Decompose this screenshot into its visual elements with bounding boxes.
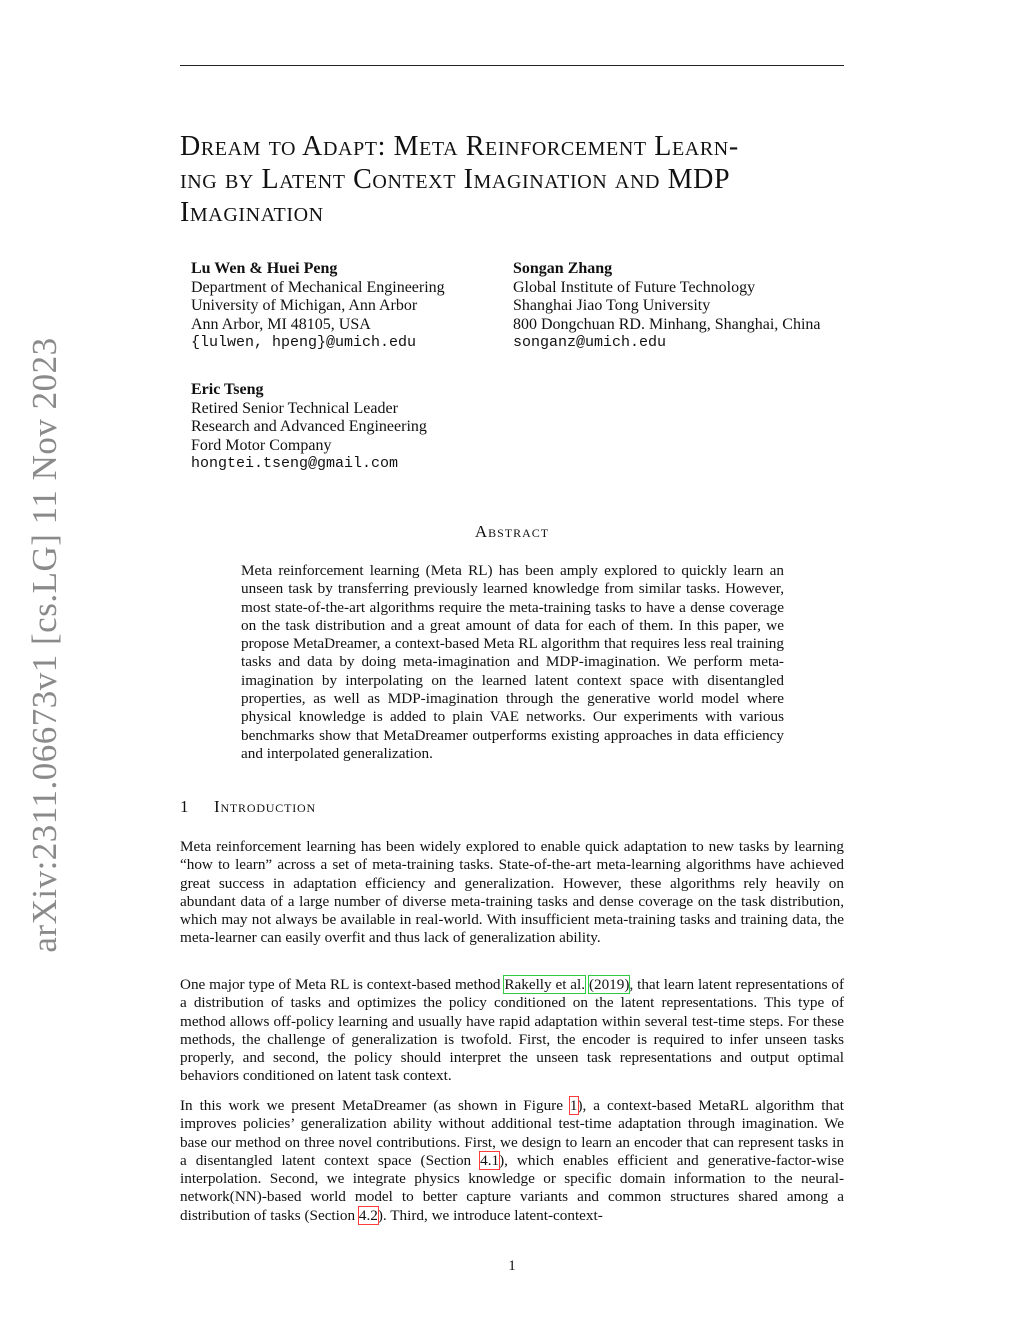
title-line: Dream to Adapt: Meta Reinforcement Learn- — [180, 131, 739, 162]
citation-link-author[interactable]: Rakelly et al. — [504, 976, 586, 993]
paragraph-text: ), which enables efficient and generative-factor-wise interpolation. Second, we integrate physics knowledge or specific domain information to the neural-network(NN)-based world model to better capture variants and common structures shared among a distribution of tasks (Section — [180, 1151, 845, 1224]
arxiv-identifier: arXiv:2311.06673v1 [cs.LG] 11 Nov 2023 — [25, 337, 64, 953]
author-role: Retired Senior Technical Leader — [191, 399, 398, 417]
author-company: Ford Motor Company — [191, 436, 332, 454]
figure-ref-link[interactable]: 1 — [569, 1097, 578, 1114]
author-university: Shanghai Jiao Tong University — [513, 297, 711, 314]
author-address: Ann Arbor, MI 48105, USA — [191, 315, 371, 333]
author-block-sjtu — [513, 260, 821, 353]
paragraph: Meta reinforcement learning has been widely explored to enable quick adaptation to new tasks by learning “how to learn” across a set of meta-training tasks. State-of-the-art meta-learning algorithms have achieved great success in adaptation efficiency and generalization. However, these algorithms rely heavily on abundant data of a large number of diverse meta-training tasks and dense coverage on the task distribution, which may not always be available in real-world. With insufficient meta-training tasks and training data, the meta-learner can easily overfit and thus lack of generalization ability. — [180, 838, 844, 947]
author-department: Global Institute of Future Technology — [513, 278, 756, 296]
author-block-michigan — [191, 260, 445, 353]
author-email: {lulwen, hpeng}@umich.edu — [191, 334, 417, 351]
paragraph-text: One major type of Meta RL is context-based method — [180, 976, 505, 993]
author-department: Department of Mechanical Engineering — [191, 278, 445, 296]
author-block-ford — [191, 381, 427, 474]
author-name: Eric Tseng — [191, 381, 264, 398]
title-line: ing by Latent Context Imagination and MDP — [180, 164, 731, 195]
paragraph-text: In this work we present MetaDreamer (as shown in Figure — [180, 1097, 570, 1114]
author-email: songanz@umich.edu — [513, 334, 667, 351]
paper-title — [180, 130, 850, 229]
section-heading-introduction — [180, 797, 316, 817]
page-number: 1 — [508, 1258, 516, 1274]
top-rule — [180, 65, 844, 66]
abstract-heading: Abstract — [474, 522, 550, 541]
author-university: University of Michigan, Ann Arbor — [191, 297, 418, 314]
abstract-text: Meta reinforcement learning (Meta RL) has been amply explored to quickly learn an unseen task by transferring previously learned knowledge from similar tasks. However, most state-of-the-art algorithms require the meta-training tasks to have a dense coverage on the task distribution and a great amount of data for each of them. In this paper, we propose MetaDreamer, a context-based Meta RL algorithm that requires less real training tasks and data by doing meta-imagination and MDP-imagination. We perform meta-imagination by interpolating on the learned latent context space with disentangled properties, as well as MDP-imagination through the generative world model where physical knowledge is added to plain VAE networks. Our experiments with various benchmarks show that MetaDreamer outperforms existing approaches in data efficiency and interpolated generalization. — [241, 562, 784, 762]
author-name: Lu Wen & Huei Peng — [191, 260, 338, 277]
section-number: 1 — [180, 797, 190, 816]
author-address: 800 Dongchuan RD. Minhang, Shanghai, China — [513, 315, 821, 333]
author-department: Research and Advanced Engineering — [191, 418, 427, 435]
section-title: Introduction — [214, 797, 316, 816]
paragraph-text: ), a context-based MetaRL algorithm that improves policies’ generalization ability without additional test-time adaptation through imagination. We base our method on three novel contributions. First, we design to learn an encoder that can represent tasks in a disentangled latent context space (Section — [180, 1097, 844, 1169]
author-name: Songan Zhang — [513, 260, 613, 277]
paragraph — [180, 1097, 844, 1225]
section-ref-link[interactable]: 4.2 — [358, 1206, 378, 1224]
paragraph — [180, 976, 844, 1086]
section-ref-link[interactable]: 4.1 — [480, 1151, 500, 1169]
paragraph-text: , that learn latent representations of a distribution of tasks and optimizes the policy conditioned on the latent representations. This type of method allows off-policy learning and usually have rapid adaptation within several test-time steps. For these methods, the challenge of generalization is twofold. First, the encoder is required to infer unseen tasks properly, and second, the policy should interpret the unseen task representations and output optimal behaviors conditioned on latent task context. — [180, 976, 844, 1085]
citation-link-year[interactable]: (2019) — [588, 976, 630, 993]
author-email: hongtei.tseng@gmail.com — [191, 455, 399, 472]
title-line: Imagination — [180, 197, 324, 228]
paragraph-text: ). Third, we introduce latent-context- — [377, 1206, 603, 1224]
